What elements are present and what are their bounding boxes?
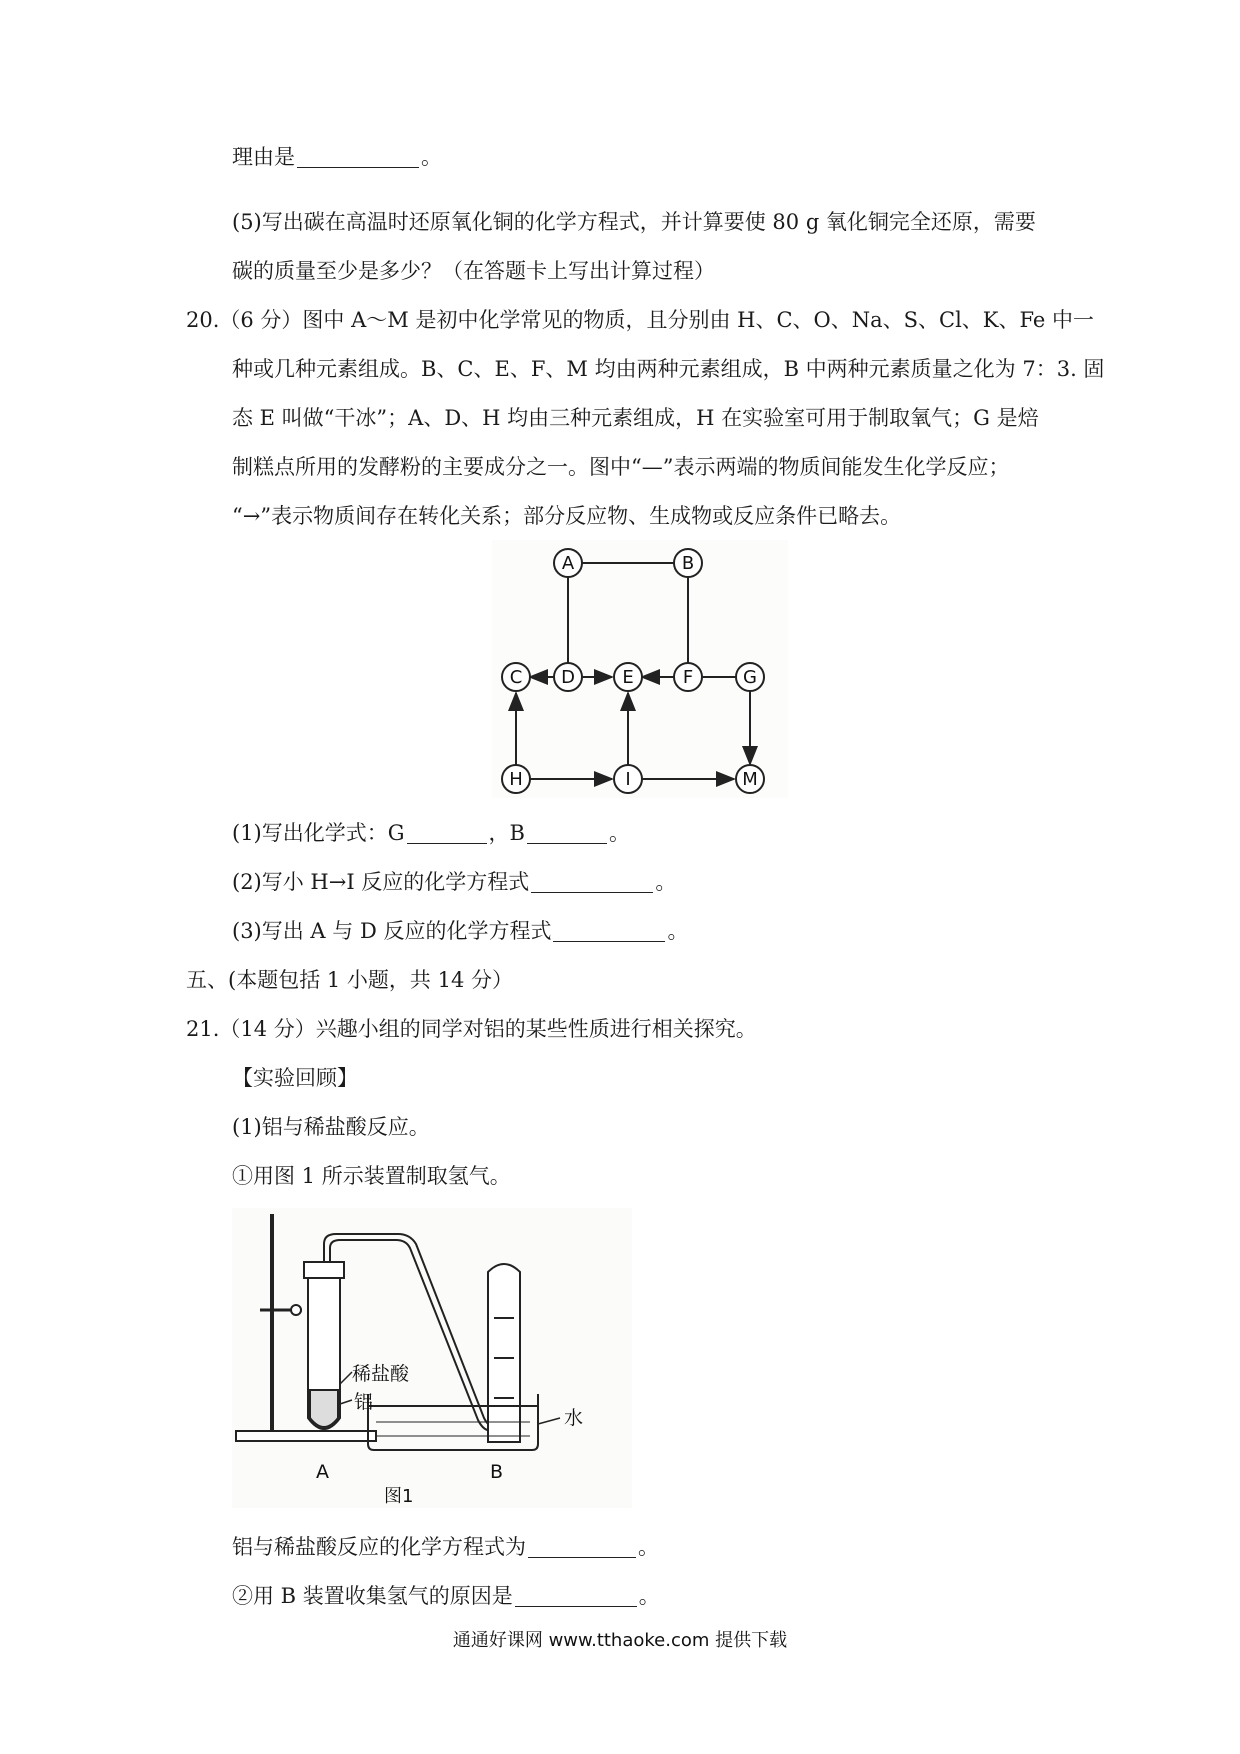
q20-line3: 态 E 叫做“干冰”；A、D、H 均由三种元素组成，H 在实验室可用于制取氧气；G 是焙 [232,406,1039,430]
punct: 。 [608,821,630,845]
q20-line2: 种或几种元素组成。B、C、E、F、M 均由两种元素组成，B 中两种元素质量之化为 7：3. 固 [232,357,1105,381]
label-a: A [316,1461,329,1483]
equation-label: 铝与稀盐酸反应的化学方程式为 [232,1535,526,1559]
label-dilute-hcl: 稀盐酸 [352,1363,410,1385]
q19-reason-line [232,142,442,172]
answer-blank-equation[interactable] [528,1535,636,1558]
q20-part2 [232,867,676,897]
punct: 。 [638,1584,660,1608]
node-e: E [622,667,634,688]
section-5-heading: 五、(本题包括 1 小题，共 14 分） [186,968,513,992]
label-b: B [490,1461,504,1483]
q20-part1-label-b: ，B [488,821,525,845]
punct: 。 [421,145,442,169]
q21-reason-line [232,1581,660,1611]
q19-part5-line1: (5)写出碳在高温时还原氧化铜的化学方程式，并计算要使 80 g 氧化铜完全还原，需要 [232,210,1036,234]
figure-caption: 图1 [384,1486,414,1507]
q20-part3-label: (3)写出 A 与 D 反应的化学方程式 [232,919,552,943]
punct: 。 [638,1535,659,1559]
punct: 。 [655,870,677,894]
answer-blank-h-i[interactable] [531,870,653,893]
q21-part1: (1)铝与稀盐酸反应。 [232,1115,430,1139]
node-c: C [509,667,523,688]
answer-blank-g[interactable] [407,821,487,844]
q20-part1 [232,818,630,848]
node-f: F [682,667,694,688]
answer-blank-reason[interactable] [515,1584,637,1607]
q20-part2-label: (2)写小 H→I 反应的化学方程式 [232,870,530,894]
q20-line1: 20.（6 分）图中 A～M 是初中化学常见的物质，且分别由 H、C、O、Na、S、Cl、K、Fe 中一 [186,308,1095,332]
experiment-review-heading: 【实验回顾】 [232,1066,358,1090]
q21-equation-line [232,1532,659,1562]
answer-blank-b[interactable] [527,821,607,844]
q20-part1-label: (1)写出化学式：G [232,821,405,845]
node-d: D [561,667,575,688]
q20-line4: 制糕点所用的发酵粉的主要成分之一。图中“—”表示两端的物质间能发生化学反应； [232,455,1010,479]
q21-part1-step1: ①用图 1 所示装置制取氢气。 [232,1164,511,1188]
node-i: I [625,769,631,790]
apparatus-figure [232,1208,632,1508]
reason-collect-label: ②用 B 装置收集氢气的原因是 [232,1584,513,1608]
node-g: G [743,667,757,688]
reaction-diagram [490,538,790,800]
reason-label: 理由是 [232,145,295,169]
answer-blank-a-d[interactable] [553,919,665,942]
node-h: H [509,769,523,790]
node-a: A [561,553,575,574]
punct: 。 [667,919,689,943]
node-m: M [742,769,758,790]
q20-line5: “→”表示物质间存在转化关系；部分反应物、生成物或反应条件已略去。 [232,504,902,528]
q19-part5-line2: 碳的质量至少是多少？（在答题卡上写出计算过程） [232,259,715,283]
page-footer: 通通好课网 www.tthaoke.com 提供下载 [452,1630,788,1651]
answer-blank[interactable] [297,145,419,168]
node-b: B [681,553,695,574]
label-water: 水 [564,1407,584,1429]
q21-heading: 21.（14 分）兴趣小组的同学对铝的某些性质进行相关探究。 [186,1017,757,1041]
label-aluminum: 铝 [354,1391,374,1413]
q20-part3 [232,916,688,946]
